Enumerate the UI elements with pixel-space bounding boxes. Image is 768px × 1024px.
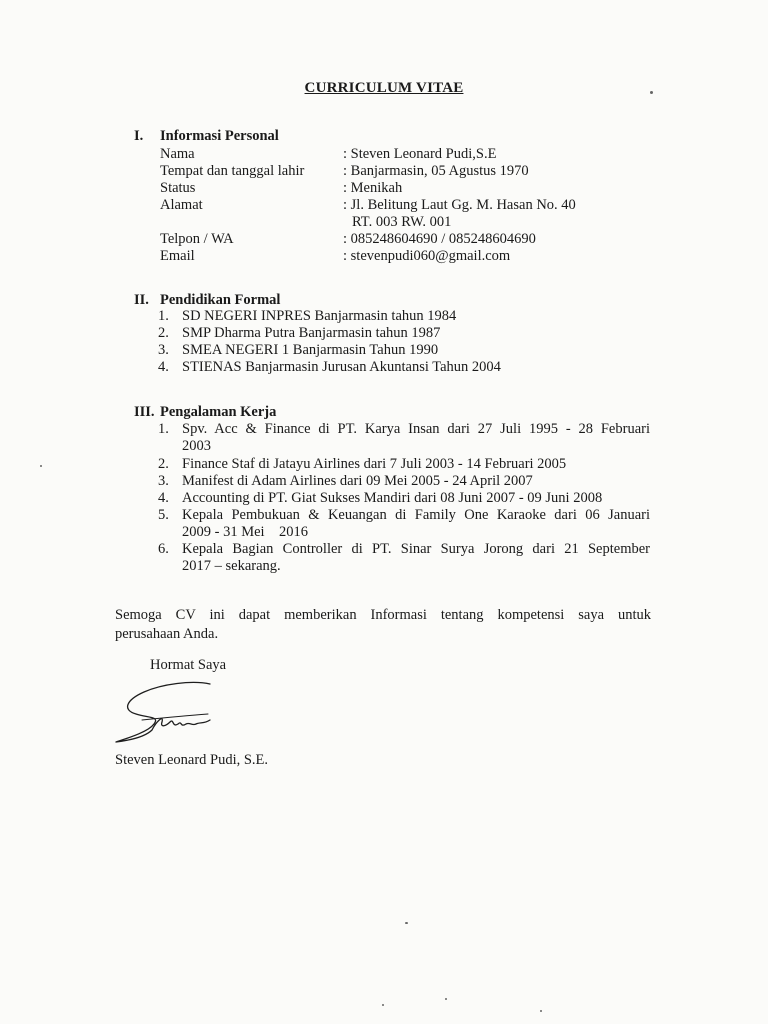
list-text: Kepala Bagian Controller di PT. Sinar Surya Jorong dari 21 September: [182, 541, 650, 557]
list-number: 4.: [158, 490, 169, 506]
list-number: 5.: [158, 507, 169, 523]
list-text-continued: 2003: [182, 438, 211, 454]
section-experience-heading: [134, 404, 276, 421]
field-label-ttl: Tempat dan tanggal lahir: [160, 163, 305, 179]
section-education-heading: [134, 292, 280, 309]
field-value-alamat-line2: RT. 003 RW. 001: [352, 214, 452, 230]
list-number: 2.: [158, 325, 169, 341]
list-text: SD NEGERI INPRES Banjarmasin tahun 1984: [182, 308, 457, 324]
scan-speck: [405, 922, 408, 924]
scan-speck: [382, 1004, 384, 1006]
field-value-alamat: : Jl. Belitung Laut Gg. M. Hasan No. 40: [343, 197, 576, 213]
signature-image: [112, 678, 222, 748]
scan-speck: [540, 1010, 542, 1012]
scan-speck: [445, 998, 447, 1000]
field-value-ttl: : Banjarmasin, 05 Agustus 1970: [343, 163, 529, 179]
list-number: 2.: [158, 456, 169, 472]
field-value-email: : stevenpudi060@gmail.com: [343, 248, 511, 264]
section-number: I.: [134, 128, 144, 144]
section-number: II.: [134, 292, 149, 308]
list-text-continued: 2009 - 31 Mei 2016: [182, 524, 309, 540]
list-text: STIENAS Banjarmasin Jurusan Akuntansi Tahun 2004: [182, 359, 501, 375]
section-number: III.: [134, 404, 155, 420]
document-title: CURRICULUM VITAE: [304, 80, 464, 96]
field-label-alamat: Alamat: [160, 197, 203, 213]
list-text: Accounting di PT. Giat Sukses Mandiri dari 08 Juni 2007 - 09 Juni 2008: [182, 490, 603, 506]
section-title: Pendidikan Formal: [160, 292, 281, 308]
signature-name: Steven Leonard Pudi, S.E.: [115, 752, 269, 768]
closing-paragraph: [115, 606, 651, 644]
list-number: 4.: [158, 359, 169, 375]
field-value-status: : Menikah: [343, 180, 403, 196]
list-number: 3.: [158, 473, 169, 489]
list-text: SMEA NEGERI 1 Banjarmasin Tahun 1990: [182, 342, 439, 358]
closing-paragraph-line1: Semoga CV ini dapat memberikan Informasi tentang kompetensi saya untuk: [115, 607, 651, 623]
field-label-nama: Nama: [160, 146, 195, 162]
list-number: 3.: [158, 342, 169, 358]
list-number: 1.: [158, 308, 169, 324]
closing-paragraph-line2: perusahaan Anda.: [115, 626, 219, 642]
section-title: Pengalaman Kerja: [160, 404, 277, 420]
section-personal-heading: [134, 128, 279, 145]
field-label-telpon: Telpon / WA: [160, 231, 234, 247]
field-label-status: Status: [160, 180, 196, 196]
list-number: 1.: [158, 421, 169, 437]
list-number: 6.: [158, 541, 169, 557]
field-label-email: Email: [160, 248, 195, 264]
list-text: Spv. Acc & Finance di PT. Karya Insan dari 27 Juli 1995 - 28 Februari: [182, 421, 650, 437]
list-text-continued: 2017 – sekarang.: [182, 558, 281, 574]
field-value-telpon: : 085248604690 / 085248604690: [343, 231, 536, 247]
scan-speck: [650, 91, 653, 94]
field-value-nama: : Steven Leonard Pudi,S.E: [343, 146, 497, 162]
closing-salutation: Hormat Saya: [150, 657, 227, 673]
section-title: Informasi Personal: [160, 128, 279, 144]
list-text: Finance Staf di Jatayu Airlines dari 7 Juli 2003 - 14 Februari 2005: [182, 456, 567, 472]
list-text: Kepala Pembukuan & Keuangan di Family One Karaoke dari 06 Januari: [182, 507, 650, 523]
scan-speck: [40, 465, 42, 467]
list-text: Manifest di Adam Airlines dari 09 Mei 2005 - 24 April 2007: [182, 473, 533, 489]
list-text: SMP Dharma Putra Banjarmasin tahun 1987: [182, 325, 441, 341]
